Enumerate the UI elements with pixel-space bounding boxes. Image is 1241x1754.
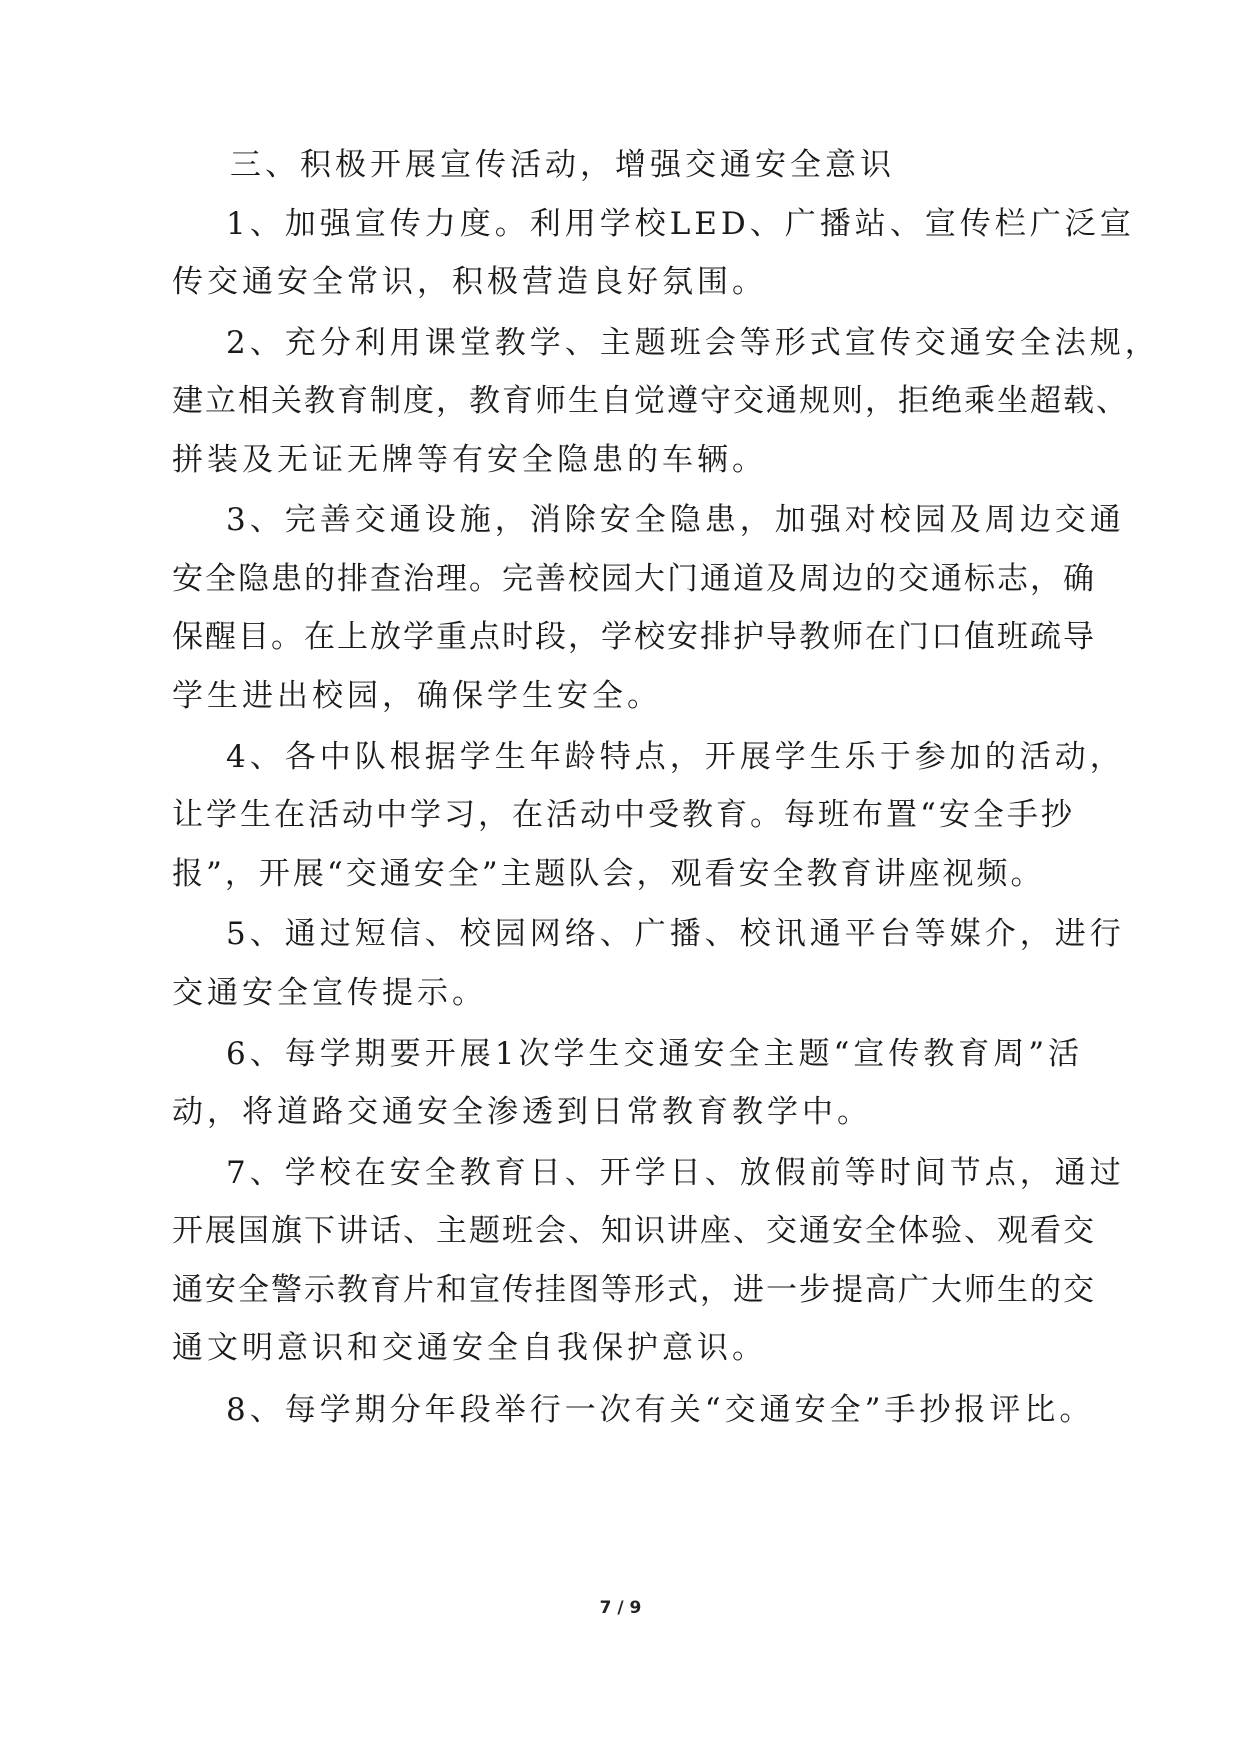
paragraph-8-line-1: 8、每学期分年段举行一次有关“交通安全”手抄报评比。 (226, 1392, 1095, 1428)
paragraph-3-line-4: 学生进出校园，确保学生安全。 (172, 678, 662, 714)
paragraph-1-line-1: 1、加强宣传力度。利用学校LED、广播站、宣传栏广泛宣 (226, 206, 1135, 242)
paragraph-4-line-1: 4、各中队根据学生年龄特点，开展学生乐于参加的活动， (226, 739, 1125, 775)
paragraph-2-line-3: 拼装及无证无牌等有安全隐患的车辆。 (172, 442, 767, 478)
page-number: 7 / 9 (599, 1598, 642, 1618)
paragraph-2-line-1: 2、充分利用课堂教学、主题班会等形式宣传交通安全法规， (226, 325, 1160, 361)
paragraph-4-line-3: 报”，开展“交通安全”主题队会，观看安全教育讲座视频。 (172, 856, 1045, 892)
paragraph-7-line-1: 7、学校在安全教育日、开学日、放假前等时间节点，通过 (226, 1155, 1125, 1191)
paragraph-4-line-2: 让学生在活动中学习，在活动中受教育。每班布置“安全手抄 (172, 797, 1075, 833)
paragraph-2-line-2: 建立相关教育制度，教育师生自觉遵守交通规则，拒绝乘坐超载、 (172, 383, 1129, 419)
section-heading: 三、积极开展宣传活动，增强交通安全意识 (230, 147, 895, 183)
paragraph-3-line-1: 3、完善交通设施，消除安全隐患，加强对校园及周边交通 (226, 502, 1125, 538)
paragraph-3-line-3: 保醒目。在上放学重点时段，学校安排护导教师在门口值班疏导 (172, 619, 1096, 655)
paragraph-7-line-4: 通文明意识和交通安全自我保护意识。 (172, 1330, 767, 1366)
paragraph-7-line-2: 开展国旗下讲话、主题班会、知识讲座、交通安全体验、观看交 (172, 1213, 1096, 1249)
paragraph-3-line-2: 安全隐患的排查治理。完善校园大门通道及周边的交通标志，确 (172, 561, 1096, 597)
paragraph-6-line-1: 6、每学期要开展1次学生交通安全主题“宣传教育周”活 (226, 1036, 1084, 1072)
paragraph-5-line-2: 交通安全宣传提示。 (172, 975, 487, 1011)
paragraph-1-line-2: 传交通安全常识，积极营造良好氛围。 (172, 264, 767, 300)
paragraph-7-line-3: 通安全警示教育片和宣传挂图等形式，进一步提高广大师生的交 (172, 1272, 1096, 1308)
paragraph-6-line-2: 动，将道路交通安全渗透到日常教育教学中。 (172, 1094, 872, 1130)
paragraph-5-line-1: 5、通过短信、校园网络、广播、校讯通平台等媒介，进行 (226, 916, 1125, 952)
